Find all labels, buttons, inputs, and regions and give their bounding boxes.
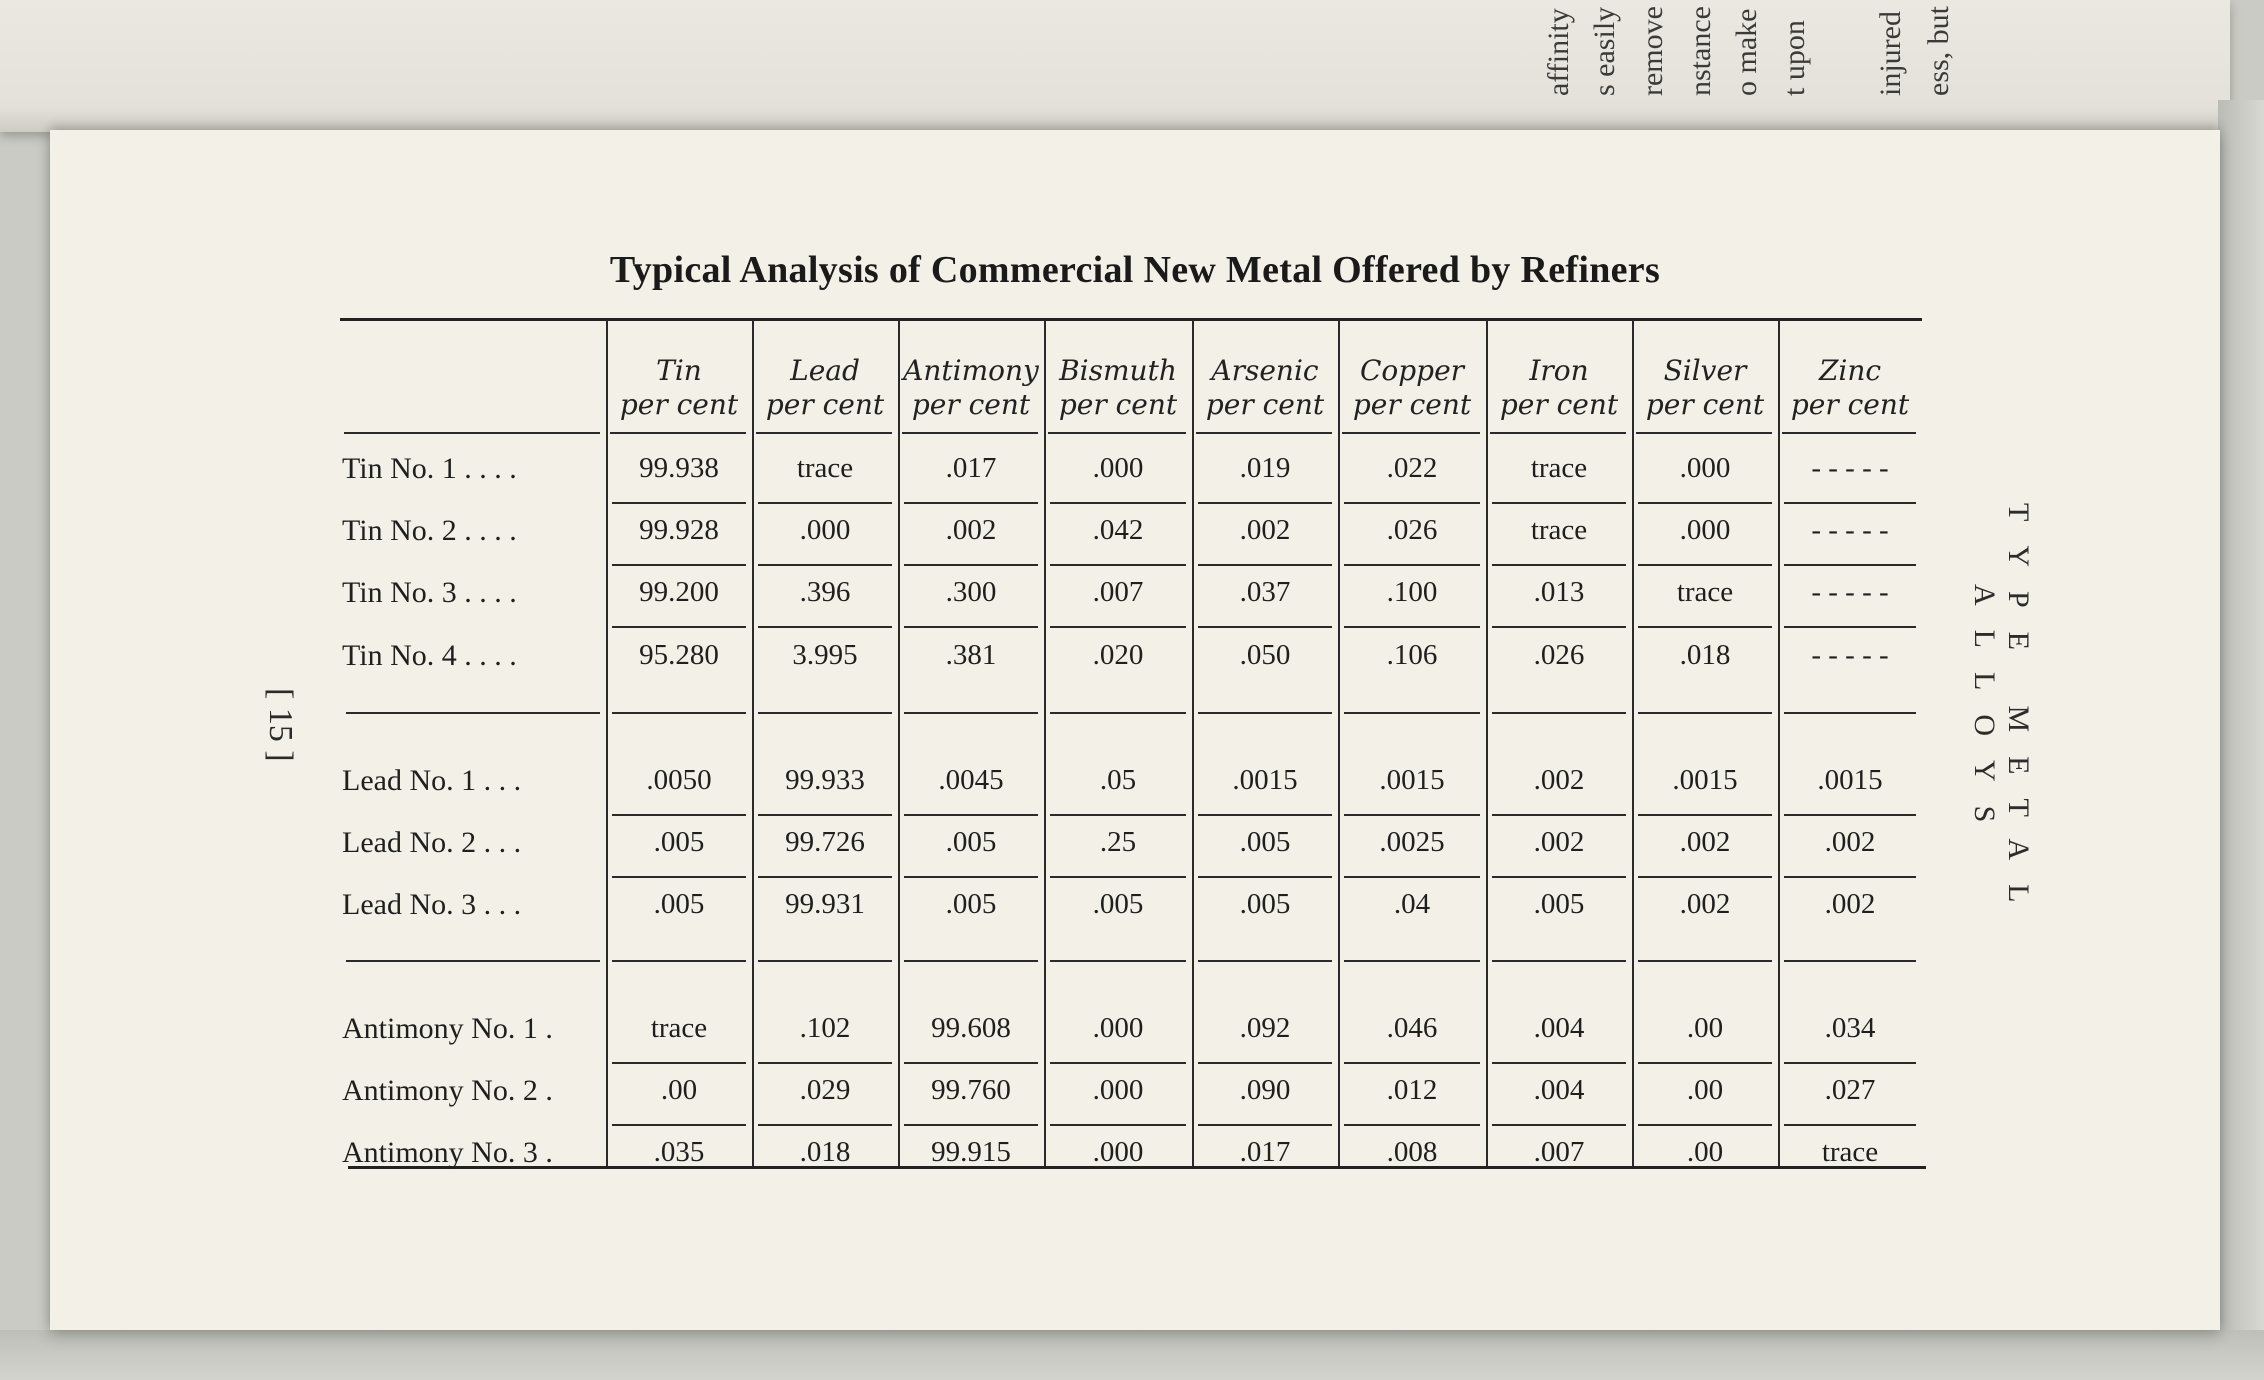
row-underline bbox=[758, 626, 892, 628]
table-cell: 99.938 bbox=[639, 452, 719, 484]
group-separator bbox=[1784, 712, 1916, 714]
table-cell: .0015 bbox=[1379, 764, 1445, 796]
page-edge bbox=[2218, 100, 2264, 1360]
table-cell: trace bbox=[650, 1012, 708, 1044]
table-cell: .008 bbox=[1386, 1136, 1438, 1168]
table-cell: .002 bbox=[1239, 514, 1291, 546]
row-underline bbox=[1050, 1062, 1186, 1064]
row-underline bbox=[1198, 502, 1332, 504]
table-cell: .029 bbox=[799, 1074, 851, 1106]
group-separator bbox=[1492, 712, 1626, 714]
table-cell: .017 bbox=[945, 452, 997, 484]
table-cell: .050 bbox=[1239, 639, 1291, 671]
table-cell: .396 bbox=[799, 576, 851, 608]
table-cell: .000 bbox=[1092, 452, 1144, 484]
row-underline bbox=[758, 502, 892, 504]
table-cell: .0045 bbox=[938, 764, 1004, 796]
table-cell: .05 bbox=[1099, 764, 1137, 796]
table-cell: .018 bbox=[799, 1136, 851, 1168]
row-underline bbox=[612, 502, 746, 504]
table-cell: .002 bbox=[1679, 826, 1731, 858]
table-cell: .002 bbox=[1824, 888, 1876, 920]
row-underline bbox=[1344, 814, 1480, 816]
row-label: Tin No. 3 . . . . bbox=[342, 576, 517, 609]
column-header bbox=[1634, 354, 1776, 422]
column-header-unit: per cent bbox=[1790, 388, 1910, 421]
row-label: Lead No. 1 . . . bbox=[342, 764, 522, 797]
row-underline bbox=[1198, 1062, 1332, 1064]
row-underline bbox=[1344, 1062, 1480, 1064]
column-header bbox=[900, 354, 1042, 422]
row-underline bbox=[904, 876, 1038, 878]
row-underline bbox=[1050, 502, 1186, 504]
table-cell: .005 bbox=[945, 826, 997, 858]
table-cell: .005 bbox=[1239, 888, 1291, 920]
row-underline bbox=[904, 1062, 1038, 1064]
facing-page-text: affinity bbox=[1542, 8, 1575, 96]
table-cell: .002 bbox=[1533, 764, 1585, 796]
row-underline bbox=[612, 564, 746, 566]
table-cell: .005 bbox=[945, 888, 997, 920]
row-underline bbox=[904, 626, 1038, 628]
row-label: Tin No. 2 . . . . bbox=[342, 514, 517, 547]
table-cell: - - - - - bbox=[1811, 452, 1889, 484]
table-cell: .000 bbox=[1092, 1012, 1144, 1044]
table-cell: .106 bbox=[1386, 639, 1438, 671]
table-cell: .046 bbox=[1386, 1012, 1438, 1044]
row-underline bbox=[1492, 1062, 1626, 1064]
column-header bbox=[608, 354, 750, 422]
page-edge bbox=[0, 1330, 2264, 1380]
facing-page-text: injured bbox=[1874, 11, 1907, 96]
row-underline bbox=[758, 1062, 892, 1064]
table-cell: .000 bbox=[1092, 1074, 1144, 1106]
row-underline bbox=[1784, 876, 1916, 878]
table-cell: .037 bbox=[1239, 576, 1291, 608]
group-separator bbox=[612, 712, 746, 714]
table-cell: .019 bbox=[1239, 452, 1291, 484]
running-head: TYPE METAL ALLOYS bbox=[1968, 503, 2035, 927]
group-separator bbox=[758, 712, 892, 714]
row-underline bbox=[612, 814, 746, 816]
page-title: Typical Analysis of Commercial New Metal Offered by Refiners bbox=[609, 249, 1661, 291]
header-underline bbox=[1636, 432, 1772, 434]
table-cell: .300 bbox=[945, 576, 997, 608]
row-underline bbox=[904, 502, 1038, 504]
row-underline bbox=[612, 1062, 746, 1064]
column-header-name: Iron bbox=[1529, 354, 1589, 387]
table-cell: .0015 bbox=[1232, 764, 1298, 796]
row-underline bbox=[1344, 876, 1480, 878]
column-header bbox=[754, 354, 896, 422]
table-cell: .007 bbox=[1533, 1136, 1585, 1168]
group-separator bbox=[1050, 960, 1186, 962]
row-label: Tin No. 4 . . . . bbox=[342, 639, 517, 672]
column-header-unit: per cent bbox=[1352, 388, 1472, 421]
table-cell: - - - - - bbox=[1811, 576, 1889, 608]
facing-page-text: s easily bbox=[1588, 6, 1621, 96]
header-underline bbox=[1196, 432, 1332, 434]
table-cell: .022 bbox=[1386, 452, 1438, 484]
table-cell: .005 bbox=[1533, 888, 1585, 920]
row-underline bbox=[1638, 502, 1772, 504]
row-underline bbox=[904, 564, 1038, 566]
table-cell: .004 bbox=[1533, 1074, 1585, 1106]
table-cell: .002 bbox=[1824, 826, 1876, 858]
row-label: Antimony No. 2 . bbox=[342, 1074, 553, 1107]
row-underline bbox=[612, 876, 746, 878]
column-header-name: Tin bbox=[656, 354, 702, 387]
row-underline bbox=[1344, 1124, 1480, 1126]
table-cell: .013 bbox=[1533, 576, 1585, 608]
row-underline bbox=[1050, 814, 1186, 816]
header-underline bbox=[1342, 432, 1480, 434]
column-header-unit: per cent bbox=[1645, 388, 1765, 421]
header-underline bbox=[344, 432, 600, 434]
row-underline bbox=[1784, 814, 1916, 816]
table-cell: .102 bbox=[799, 1012, 851, 1044]
facing-page-text: o make bbox=[1730, 8, 1763, 96]
row-underline bbox=[1784, 564, 1916, 566]
column-header bbox=[1780, 354, 1920, 422]
column-header bbox=[1488, 354, 1630, 422]
row-underline bbox=[1784, 1124, 1916, 1126]
facing-page-text: nstance bbox=[1684, 6, 1717, 96]
table-cell: trace bbox=[1530, 514, 1588, 546]
column-header bbox=[1194, 354, 1336, 422]
table-cell: .04 bbox=[1393, 888, 1431, 920]
table-cell: 99.200 bbox=[639, 576, 719, 608]
column-header bbox=[1340, 354, 1484, 422]
table-cell: .0015 bbox=[1672, 764, 1738, 796]
table-cell: .00 bbox=[1686, 1012, 1724, 1044]
row-underline bbox=[1050, 626, 1186, 628]
group-separator bbox=[346, 712, 600, 714]
row-underline bbox=[1492, 564, 1626, 566]
table-cell: .002 bbox=[1679, 888, 1731, 920]
table-cell: .004 bbox=[1533, 1012, 1585, 1044]
group-separator bbox=[1198, 960, 1332, 962]
column-header-unit: per cent bbox=[765, 388, 885, 421]
row-underline bbox=[1492, 814, 1626, 816]
header-underline bbox=[1782, 432, 1916, 434]
row-label: Antimony No. 3 . bbox=[342, 1136, 553, 1169]
group-separator bbox=[1638, 960, 1772, 962]
group-separator bbox=[904, 960, 1038, 962]
table-cell: .012 bbox=[1386, 1074, 1438, 1106]
row-underline bbox=[1638, 1124, 1772, 1126]
row-underline bbox=[1492, 876, 1626, 878]
column-header-unit: per cent bbox=[911, 388, 1031, 421]
table-cell: .002 bbox=[1533, 826, 1585, 858]
facing-page bbox=[0, 0, 2230, 132]
table-cell: .018 bbox=[1679, 639, 1731, 671]
table-cell: trace bbox=[796, 452, 854, 484]
table-cell: .0050 bbox=[646, 764, 712, 796]
column-header-name: Bismuth bbox=[1059, 354, 1177, 387]
table-cell: .100 bbox=[1386, 576, 1438, 608]
table-cell: .034 bbox=[1824, 1012, 1876, 1044]
table-cell: .092 bbox=[1239, 1012, 1291, 1044]
row-underline bbox=[1638, 564, 1772, 566]
table-cell: trace bbox=[1530, 452, 1588, 484]
header-underline bbox=[610, 432, 746, 434]
header-underline bbox=[756, 432, 892, 434]
row-label: Antimony No. 1 . bbox=[342, 1012, 553, 1045]
row-underline bbox=[1050, 876, 1186, 878]
table-cell: 99.760 bbox=[931, 1074, 1011, 1106]
page-number: [ 15 ] bbox=[262, 688, 299, 762]
header-underline bbox=[1048, 432, 1186, 434]
table-cell: .381 bbox=[945, 639, 997, 671]
table-cell: .0015 bbox=[1817, 764, 1883, 796]
row-underline bbox=[1344, 626, 1480, 628]
group-separator bbox=[1198, 712, 1332, 714]
table-cell: 99.931 bbox=[785, 888, 865, 920]
column-header-name: Silver bbox=[1663, 354, 1747, 387]
row-underline bbox=[1198, 876, 1332, 878]
group-separator bbox=[758, 960, 892, 962]
row-underline bbox=[758, 814, 892, 816]
table-cell: 99.928 bbox=[639, 514, 719, 546]
table-cell: - - - - - bbox=[1811, 514, 1889, 546]
row-underline bbox=[1638, 626, 1772, 628]
column-header-name: Arsenic bbox=[1211, 354, 1319, 387]
table-cell: 99.726 bbox=[785, 826, 865, 858]
row-underline bbox=[1784, 1062, 1916, 1064]
facing-page-text: ess, but bbox=[1922, 6, 1955, 96]
row-label: Lead No. 3 . . . bbox=[342, 888, 522, 921]
row-underline bbox=[1492, 626, 1626, 628]
table-cell: .00 bbox=[660, 1074, 698, 1106]
table-cell: .007 bbox=[1092, 576, 1144, 608]
row-underline bbox=[904, 1124, 1038, 1126]
table-cell: .026 bbox=[1533, 639, 1585, 671]
table-top-rule bbox=[340, 318, 1922, 321]
group-separator bbox=[904, 712, 1038, 714]
column-header bbox=[1046, 354, 1190, 422]
table-cell: 3.995 bbox=[792, 639, 858, 671]
table-cell: .00 bbox=[1686, 1136, 1724, 1168]
column-header-name: Zinc bbox=[1818, 354, 1882, 387]
facing-page-text: remove bbox=[1636, 6, 1669, 96]
row-underline bbox=[1492, 1124, 1626, 1126]
group-separator bbox=[1050, 712, 1186, 714]
table-cell: .000 bbox=[1679, 452, 1731, 484]
table-cell: 99.933 bbox=[785, 764, 865, 796]
row-underline bbox=[1050, 564, 1186, 566]
column-header-name: Lead bbox=[790, 354, 860, 387]
table-cell: .027 bbox=[1824, 1074, 1876, 1106]
group-separator bbox=[1344, 960, 1480, 962]
row-underline bbox=[758, 564, 892, 566]
row-underline bbox=[1784, 502, 1916, 504]
table-cell: trace bbox=[1821, 1136, 1879, 1168]
group-separator bbox=[1492, 960, 1626, 962]
table-cell: 95.280 bbox=[639, 639, 719, 671]
row-underline bbox=[1492, 502, 1626, 504]
row-underline bbox=[1784, 626, 1916, 628]
column-header-name: Antimony bbox=[903, 354, 1039, 387]
group-separator bbox=[1784, 960, 1916, 962]
column-header-unit: per cent bbox=[1499, 388, 1619, 421]
table-cell: .035 bbox=[653, 1136, 705, 1168]
row-underline bbox=[1198, 814, 1332, 816]
row-label: Lead No. 2 . . . bbox=[342, 826, 522, 859]
header-underline bbox=[902, 432, 1038, 434]
row-underline bbox=[1638, 876, 1772, 878]
table-cell: 99.608 bbox=[931, 1012, 1011, 1044]
table-cell: .000 bbox=[1679, 514, 1731, 546]
table-cell: .020 bbox=[1092, 639, 1144, 671]
row-underline bbox=[1198, 626, 1332, 628]
row-underline bbox=[1638, 1062, 1772, 1064]
column-header-unit: per cent bbox=[1205, 388, 1325, 421]
row-underline bbox=[758, 1124, 892, 1126]
group-separator bbox=[346, 960, 600, 962]
row-underline bbox=[1198, 564, 1332, 566]
table-cell: .005 bbox=[653, 826, 705, 858]
facing-page-text: t upon bbox=[1778, 20, 1811, 96]
row-underline bbox=[612, 626, 746, 628]
table-cell: 99.915 bbox=[931, 1136, 1011, 1168]
table-cell: .017 bbox=[1239, 1136, 1291, 1168]
row-underline bbox=[1198, 1124, 1332, 1126]
table-cell: .002 bbox=[945, 514, 997, 546]
table-cell: .00 bbox=[1686, 1074, 1724, 1106]
group-separator bbox=[612, 960, 746, 962]
table-cell: .25 bbox=[1099, 826, 1137, 858]
row-underline bbox=[1638, 814, 1772, 816]
row-underline bbox=[1344, 564, 1480, 566]
table-cell: .0025 bbox=[1379, 826, 1445, 858]
column-header-name: Copper bbox=[1359, 354, 1465, 387]
group-separator bbox=[1344, 712, 1480, 714]
table-cell: .005 bbox=[653, 888, 705, 920]
table-cell: .042 bbox=[1092, 514, 1144, 546]
row-underline bbox=[612, 1124, 746, 1126]
column-header-unit: per cent bbox=[619, 388, 739, 421]
header-underline bbox=[1490, 432, 1626, 434]
table-cell: .090 bbox=[1239, 1074, 1291, 1106]
row-underline bbox=[1050, 1124, 1186, 1126]
row-underline bbox=[904, 814, 1038, 816]
table-cell: trace bbox=[1676, 576, 1734, 608]
table-cell: - - - - - bbox=[1811, 639, 1889, 671]
table-cell: .000 bbox=[799, 514, 851, 546]
table-cell: .005 bbox=[1092, 888, 1144, 920]
column-header-unit: per cent bbox=[1058, 388, 1178, 421]
group-separator bbox=[1638, 712, 1772, 714]
row-label: Tin No. 1 . . . . bbox=[342, 452, 517, 485]
table-cell: .000 bbox=[1092, 1136, 1144, 1168]
row-underline bbox=[758, 876, 892, 878]
row-underline bbox=[1344, 502, 1480, 504]
table-cell: .026 bbox=[1386, 514, 1438, 546]
table-cell: .005 bbox=[1239, 826, 1291, 858]
